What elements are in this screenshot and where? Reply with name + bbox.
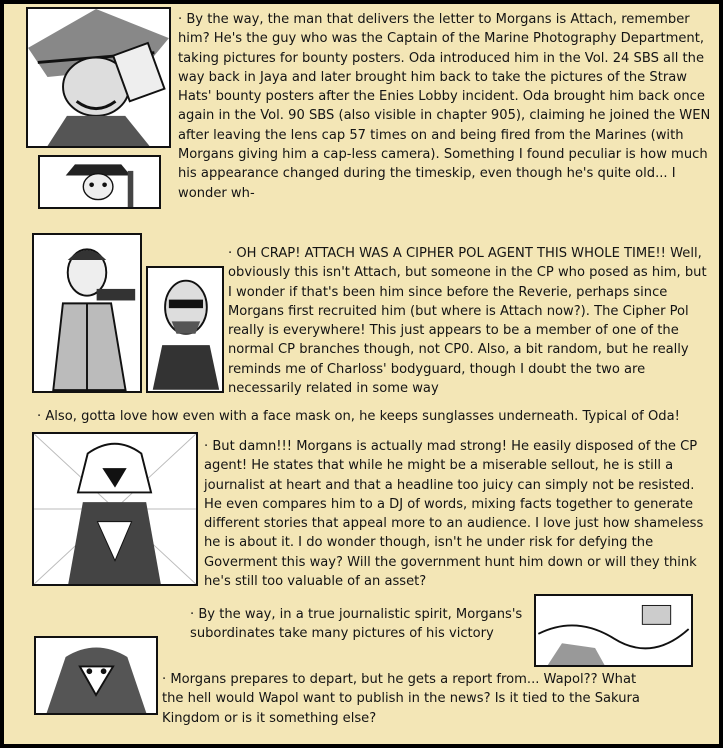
morgans-standing-panel bbox=[32, 432, 198, 586]
paragraph-sunglasses-note: · Also, gotta love how even with a face mask on, he keeps sunglasses underneath. Typical of Oda! bbox=[37, 409, 680, 424]
manga-illustration bbox=[40, 157, 159, 207]
paragraph-photographers: · By the way, in a true journalistic spirit, Morgans's subordinates take many pictures of his victory bbox=[190, 607, 523, 642]
manga-illustration bbox=[536, 596, 691, 665]
manga-illustration bbox=[34, 434, 196, 584]
paragraph-wapol-report: · Morgans prepares to depart, but he gets a report from... Wapol?? What the hell would Wapol want to publish in the news? Is it tied to the Sakura Kingdom or is it something else? bbox=[162, 672, 640, 726]
page bbox=[4, 4, 719, 744]
cp-agent-sunglasses-panel bbox=[146, 266, 224, 393]
photographers-panel bbox=[534, 594, 693, 667]
manga-illustration bbox=[148, 268, 222, 391]
cp-agent-with-gun-panel bbox=[32, 233, 142, 393]
attach-delivering-letter-panel bbox=[26, 7, 171, 148]
manga-illustration bbox=[34, 235, 140, 391]
paragraph-attach-intro: · By the way, the man that delivers the letter to Morgans is Attach, remember him? He's the guy who was the Captain of the Marine Photography Department, taking pictures for bounty posters. Oda introduced him in the Vol. 24 SBS all the way back in Jaya and later brought him back to take the pictures of the Straw Hats' bounty posters after the Enies Lobby incident. Oda brought him back once again in the Vol. 90 SBS (also visible in chapter 905), claiming he joined the WEN after leaving the lens cap 57 times on and being fired from the Marines (with Morgans giving him a cap-less camera). Something I found peculiar is how much his appearance changed during the timeskip, even though he's quite old... I wonder wh- bbox=[178, 12, 711, 201]
manga-illustration bbox=[28, 9, 169, 146]
paragraph-cipher-pol-reveal: · OH CRAP! ATTACH WAS A CIPHER POL AGENT THIS WHOLE TIME!! Well, obviously this isn't Attach, but someone in the CP who posed as him, but I wonder if that's been him since before the Reverie, perhaps since Morgans first recruited him (but where is Attach now?). The Cipher Pol really is everywhere! This just appears to be a member of one of the normal CP branches though, not CP0. Also, a bit random, but he really reminds me of Charloss' bodyguard, though I doubt the two are necessarily related in some way bbox=[228, 246, 707, 397]
attach-small-portrait-panel bbox=[38, 155, 161, 209]
paragraph-morgans-strong: · But damn!!! Morgans is actually mad strong! He easily disposed of the CP agent! He states that while he might be a miserable sellout, he is still a journalist at heart and that a headline too juicy can simply not be resisted. He even compares him to a DJ of words, mixing facts together to generate different stories that appeal more to an audience. I love just how shameless he is about it. I do wonder though, isn't he under risk for defying the Goverment this way? Will the government hunt him down or will they think he's still too valuable of an asset? bbox=[204, 439, 704, 590]
morgans-departing-panel bbox=[34, 636, 158, 715]
manga-illustration bbox=[36, 638, 156, 713]
